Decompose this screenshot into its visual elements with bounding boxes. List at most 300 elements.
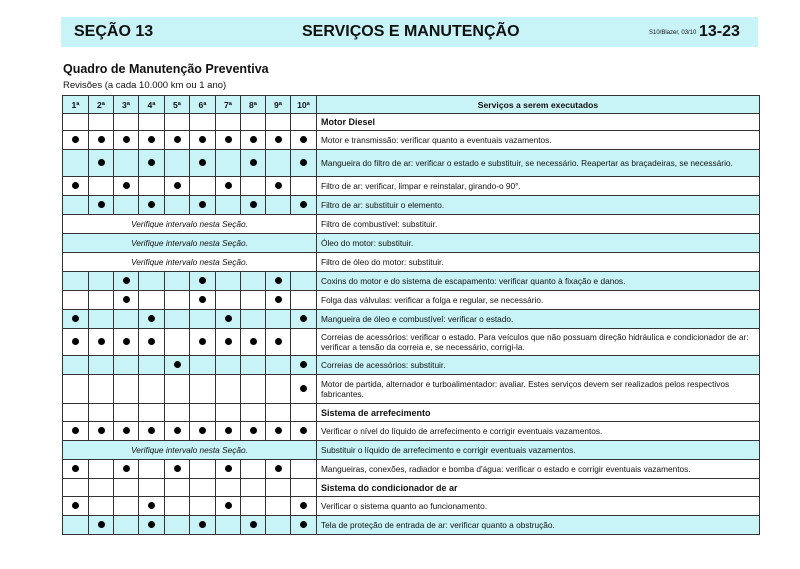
bullet-dot-icon xyxy=(300,201,307,208)
revision-header: 8ª xyxy=(241,96,266,114)
document-code: S10/Blazer, 03/10 xyxy=(649,30,697,36)
dot-cell xyxy=(63,460,89,479)
empty-cell xyxy=(216,150,241,177)
bullet-dot-icon xyxy=(250,521,257,528)
service-description: Filtro de óleo do motor: substituir. xyxy=(317,253,760,272)
bullet-dot-icon xyxy=(199,277,206,284)
dot-cell xyxy=(63,329,89,356)
empty-cell xyxy=(190,114,216,131)
dot-cell xyxy=(266,329,291,356)
empty-cell xyxy=(266,310,291,329)
empty-cell xyxy=(241,497,266,516)
bullet-dot-icon xyxy=(199,338,206,345)
bullet-dot-icon xyxy=(123,465,130,472)
dot-cell xyxy=(266,177,291,196)
dot-cell xyxy=(114,460,139,479)
service-description: Tela de proteção de entrada de ar: verificar quanto a obstrução. xyxy=(317,516,760,535)
dot-cell xyxy=(190,329,216,356)
bullet-dot-icon xyxy=(225,315,232,322)
dot-cell xyxy=(216,422,241,441)
table-row xyxy=(63,375,760,404)
dot-cell xyxy=(266,131,291,150)
service-description: Correias de acessórios: substituir. xyxy=(317,356,760,375)
empty-cell xyxy=(165,114,190,131)
empty-cell xyxy=(266,150,291,177)
empty-cell xyxy=(190,479,216,497)
empty-cell xyxy=(216,404,241,422)
dot-cell xyxy=(190,150,216,177)
empty-cell xyxy=(241,310,266,329)
empty-cell xyxy=(114,404,139,422)
interval-note: Verifique intervalo nesta Seção. xyxy=(63,215,317,234)
empty-cell xyxy=(63,150,89,177)
bullet-dot-icon xyxy=(250,159,257,166)
bullet-dot-icon xyxy=(275,338,282,345)
dot-cell xyxy=(241,422,266,441)
dot-cell xyxy=(89,196,114,215)
empty-cell xyxy=(291,479,317,497)
table-row xyxy=(63,215,760,234)
bullet-dot-icon xyxy=(72,502,79,509)
empty-cell xyxy=(89,497,114,516)
empty-cell xyxy=(216,516,241,535)
dot-cell xyxy=(89,422,114,441)
dot-cell xyxy=(190,131,216,150)
dot-cell xyxy=(114,329,139,356)
empty-cell xyxy=(165,497,190,516)
empty-cell xyxy=(190,404,216,422)
page-subtitle: Revisões (a cada 10.000 km ou 1 ano) xyxy=(63,80,227,91)
table-row xyxy=(63,441,760,460)
dot-cell xyxy=(190,272,216,291)
bullet-dot-icon xyxy=(148,521,155,528)
revision-header: 3ª xyxy=(114,96,139,114)
empty-cell xyxy=(63,356,89,375)
bullet-dot-icon xyxy=(199,201,206,208)
bullet-dot-icon xyxy=(275,136,282,143)
dot-cell xyxy=(114,177,139,196)
service-description: Óleo do motor: substituir. xyxy=(317,234,760,253)
empty-cell xyxy=(165,404,190,422)
bullet-dot-icon xyxy=(174,361,181,368)
maintenance-table xyxy=(62,95,760,535)
empty-cell xyxy=(139,460,165,479)
dot-cell xyxy=(63,177,89,196)
empty-cell xyxy=(266,356,291,375)
bullet-dot-icon xyxy=(225,427,232,434)
bullet-dot-icon xyxy=(72,182,79,189)
section-row xyxy=(63,479,760,497)
bullet-dot-icon xyxy=(98,427,105,434)
bullet-dot-icon xyxy=(225,502,232,509)
bullet-dot-icon xyxy=(300,136,307,143)
table-row xyxy=(63,422,760,441)
empty-cell xyxy=(89,375,114,404)
bullet-dot-icon xyxy=(72,465,79,472)
empty-cell xyxy=(89,114,114,131)
revision-header: 5ª xyxy=(165,96,190,114)
bullet-dot-icon xyxy=(174,136,181,143)
dot-cell xyxy=(291,422,317,441)
bullet-dot-icon xyxy=(300,385,307,392)
empty-cell xyxy=(139,114,165,131)
empty-cell xyxy=(139,356,165,375)
dot-cell xyxy=(190,516,216,535)
empty-cell xyxy=(165,291,190,310)
bullet-dot-icon xyxy=(225,136,232,143)
dot-cell xyxy=(63,310,89,329)
empty-cell xyxy=(165,479,190,497)
empty-cell xyxy=(89,479,114,497)
dot-cell xyxy=(291,375,317,404)
bullet-dot-icon xyxy=(250,338,257,345)
service-description: Verificar o nível do líquido de arrefecimento e corrigir eventuais vazamentos. xyxy=(317,422,760,441)
bullet-dot-icon xyxy=(148,159,155,166)
empty-cell xyxy=(89,291,114,310)
dot-cell xyxy=(114,291,139,310)
table-row xyxy=(63,497,760,516)
bullet-dot-icon xyxy=(275,427,282,434)
service-description: Mangueira de óleo e combustível: verificar o estado. xyxy=(317,310,760,329)
empty-cell xyxy=(139,291,165,310)
empty-cell xyxy=(63,291,89,310)
revision-header: 10ª xyxy=(291,96,317,114)
dot-cell xyxy=(139,516,165,535)
bullet-dot-icon xyxy=(275,277,282,284)
page-number: 13-23 xyxy=(699,23,740,40)
service-description: Coxins do motor e do sistema de escapamento: verificar quanto à fixação e danos. xyxy=(317,272,760,291)
bullet-dot-icon xyxy=(300,502,307,509)
dot-cell xyxy=(216,329,241,356)
empty-cell xyxy=(241,356,266,375)
dot-cell xyxy=(139,131,165,150)
dot-cell xyxy=(63,131,89,150)
dot-cell xyxy=(89,150,114,177)
empty-cell xyxy=(241,375,266,404)
bullet-dot-icon xyxy=(275,465,282,472)
empty-cell xyxy=(216,356,241,375)
section-row xyxy=(63,114,760,131)
empty-cell xyxy=(89,404,114,422)
empty-cell xyxy=(291,460,317,479)
empty-cell xyxy=(114,196,139,215)
bullet-dot-icon xyxy=(225,182,232,189)
empty-cell xyxy=(291,329,317,356)
table-row xyxy=(63,196,760,215)
table-row xyxy=(63,356,760,375)
bullet-dot-icon xyxy=(174,182,181,189)
bullet-dot-icon xyxy=(148,502,155,509)
dot-cell xyxy=(165,460,190,479)
dot-cell xyxy=(139,150,165,177)
empty-cell xyxy=(139,479,165,497)
table-row xyxy=(63,291,760,310)
empty-cell xyxy=(63,196,89,215)
service-description: Motor de partida, alternador e turboalimentador: avaliar. Estes serviços devem ser realizados pelos respectivos fabricantes. xyxy=(317,375,760,404)
dot-cell xyxy=(139,422,165,441)
bullet-dot-icon xyxy=(123,277,130,284)
bullet-dot-icon xyxy=(98,338,105,345)
dot-cell xyxy=(63,497,89,516)
dot-cell xyxy=(241,196,266,215)
dot-cell xyxy=(190,196,216,215)
dot-cell xyxy=(114,131,139,150)
dot-cell xyxy=(63,422,89,441)
service-description: Mangueiras, conexões, radiador e bomba d'água: verificar o estado e corrigir eventuais vazamentos. xyxy=(317,460,760,479)
dot-cell xyxy=(139,329,165,356)
bullet-dot-icon xyxy=(199,136,206,143)
empty-cell xyxy=(266,516,291,535)
empty-cell xyxy=(114,114,139,131)
dot-cell xyxy=(89,516,114,535)
empty-cell xyxy=(114,516,139,535)
empty-cell xyxy=(63,404,89,422)
dot-cell xyxy=(291,310,317,329)
empty-cell xyxy=(63,375,89,404)
empty-cell xyxy=(63,479,89,497)
bullet-dot-icon xyxy=(72,136,79,143)
dot-cell xyxy=(291,131,317,150)
bullet-dot-icon xyxy=(225,465,232,472)
revision-header: 4ª xyxy=(139,96,165,114)
revision-header: 1ª xyxy=(63,96,89,114)
empty-cell xyxy=(114,375,139,404)
empty-cell xyxy=(114,497,139,516)
interval-note: Verifique intervalo nesta Seção. xyxy=(63,253,317,272)
empty-cell xyxy=(190,356,216,375)
bullet-dot-icon xyxy=(72,427,79,434)
section-title: Motor Diesel xyxy=(317,114,760,131)
service-description: Substituir o líquido de arrefecimento e corrigir eventuais vazamentos. xyxy=(317,441,760,460)
bullet-dot-icon xyxy=(98,159,105,166)
table-row xyxy=(63,131,760,150)
service-description: Motor e transmissão: verificar quanto a eventuais vazamentos. xyxy=(317,131,760,150)
empty-cell xyxy=(291,272,317,291)
empty-cell xyxy=(190,177,216,196)
table-row xyxy=(63,177,760,196)
bullet-dot-icon xyxy=(148,427,155,434)
empty-cell xyxy=(139,272,165,291)
bullet-dot-icon xyxy=(72,315,79,322)
dot-cell xyxy=(266,291,291,310)
bullet-dot-icon xyxy=(123,338,130,345)
empty-cell xyxy=(241,479,266,497)
table-row xyxy=(63,234,760,253)
interval-note: Verifique intervalo nesta Seção. xyxy=(63,234,317,253)
empty-cell xyxy=(165,516,190,535)
table-row xyxy=(63,150,760,177)
empty-cell xyxy=(139,177,165,196)
empty-cell xyxy=(190,497,216,516)
dot-cell xyxy=(216,460,241,479)
bullet-dot-icon xyxy=(98,521,105,528)
table-row xyxy=(63,516,760,535)
section-title: Sistema de arrefecimento xyxy=(317,404,760,422)
dot-cell xyxy=(241,516,266,535)
empty-cell xyxy=(114,479,139,497)
bullet-dot-icon xyxy=(123,136,130,143)
dot-cell xyxy=(89,131,114,150)
dot-cell xyxy=(241,329,266,356)
empty-cell xyxy=(266,375,291,404)
bullet-dot-icon xyxy=(199,427,206,434)
dot-cell xyxy=(241,131,266,150)
dot-cell xyxy=(216,497,241,516)
bullet-dot-icon xyxy=(72,338,79,345)
empty-cell xyxy=(266,114,291,131)
revision-header: 9ª xyxy=(266,96,291,114)
empty-cell xyxy=(114,356,139,375)
empty-cell xyxy=(165,329,190,356)
dot-cell xyxy=(291,356,317,375)
dot-cell xyxy=(165,356,190,375)
empty-cell xyxy=(139,404,165,422)
empty-cell xyxy=(291,177,317,196)
table-body xyxy=(63,114,760,535)
empty-cell xyxy=(266,196,291,215)
empty-cell xyxy=(165,272,190,291)
dot-cell xyxy=(114,422,139,441)
dot-cell xyxy=(190,291,216,310)
empty-cell xyxy=(241,404,266,422)
service-description: Folga das válvulas: verificar a folga e regular, se necessário. xyxy=(317,291,760,310)
empty-cell xyxy=(241,177,266,196)
section-label: SEÇÃO 13 xyxy=(74,23,154,40)
bullet-dot-icon xyxy=(300,521,307,528)
bullet-dot-icon xyxy=(275,296,282,303)
dot-cell xyxy=(165,422,190,441)
bullet-dot-icon xyxy=(123,427,130,434)
dot-cell xyxy=(216,177,241,196)
empty-cell xyxy=(241,114,266,131)
dot-cell xyxy=(291,150,317,177)
empty-cell xyxy=(190,460,216,479)
bullet-dot-icon xyxy=(199,521,206,528)
dot-cell xyxy=(165,177,190,196)
bullet-dot-icon xyxy=(250,136,257,143)
table-row xyxy=(63,310,760,329)
dot-cell xyxy=(139,497,165,516)
empty-cell xyxy=(291,291,317,310)
dot-cell xyxy=(216,310,241,329)
service-description: Verificar o sistema quanto ao funcionamento. xyxy=(317,497,760,516)
bullet-dot-icon xyxy=(174,427,181,434)
bullet-dot-icon xyxy=(225,338,232,345)
empty-cell xyxy=(216,272,241,291)
bullet-dot-icon xyxy=(250,427,257,434)
bullet-dot-icon xyxy=(98,201,105,208)
page-title: Quadro de Manutenção Preventiva xyxy=(63,62,269,76)
dot-cell xyxy=(266,272,291,291)
empty-cell xyxy=(241,291,266,310)
service-description: Filtro de combustível: substituir. xyxy=(317,215,760,234)
bullet-dot-icon xyxy=(300,315,307,322)
bullet-dot-icon xyxy=(148,315,155,322)
dot-cell xyxy=(190,422,216,441)
dot-cell xyxy=(266,422,291,441)
table-row xyxy=(63,329,760,356)
empty-cell xyxy=(291,114,317,131)
dot-cell xyxy=(291,497,317,516)
services-header: Serviços a serem executados xyxy=(317,96,760,114)
dot-cell xyxy=(291,196,317,215)
bullet-dot-icon xyxy=(300,361,307,368)
empty-cell xyxy=(89,272,114,291)
empty-cell xyxy=(165,310,190,329)
dot-cell xyxy=(89,329,114,356)
empty-cell xyxy=(165,150,190,177)
empty-cell xyxy=(114,310,139,329)
empty-cell xyxy=(266,479,291,497)
bullet-dot-icon xyxy=(199,296,206,303)
empty-cell xyxy=(63,516,89,535)
empty-cell xyxy=(266,404,291,422)
empty-cell xyxy=(89,177,114,196)
empty-cell xyxy=(89,356,114,375)
page-header xyxy=(61,17,758,47)
interval-note: Verifique intervalo nesta Seção. xyxy=(63,441,317,460)
table-header-row xyxy=(63,96,760,114)
bullet-dot-icon xyxy=(199,159,206,166)
empty-cell xyxy=(216,375,241,404)
empty-cell xyxy=(241,272,266,291)
empty-cell xyxy=(63,114,89,131)
service-description: Filtro de ar: substituir o elemento. xyxy=(317,196,760,215)
service-description: Mangueira do filtro de ar: verificar o estado e substituir, se necessário. Reapertar as braçadeiras, se necessário. xyxy=(317,150,760,177)
bullet-dot-icon xyxy=(123,182,130,189)
table-row xyxy=(63,272,760,291)
dot-cell xyxy=(266,460,291,479)
section-title: Sistema do condicionador de ar xyxy=(317,479,760,497)
revision-header: 6ª xyxy=(190,96,216,114)
empty-cell xyxy=(139,375,165,404)
empty-cell xyxy=(216,196,241,215)
empty-cell xyxy=(165,375,190,404)
section-row xyxy=(63,404,760,422)
dot-cell xyxy=(139,310,165,329)
bullet-dot-icon xyxy=(148,136,155,143)
revision-header: 7ª xyxy=(216,96,241,114)
chapter-title: SERVIÇOS E MANUTENÇÃO xyxy=(302,23,520,40)
dot-cell xyxy=(114,272,139,291)
bullet-dot-icon xyxy=(250,201,257,208)
bullet-dot-icon xyxy=(174,465,181,472)
empty-cell xyxy=(266,497,291,516)
dot-cell xyxy=(241,150,266,177)
empty-cell xyxy=(216,479,241,497)
empty-cell xyxy=(190,375,216,404)
table-row xyxy=(63,253,760,272)
bullet-dot-icon xyxy=(300,159,307,166)
empty-cell xyxy=(216,114,241,131)
dot-cell xyxy=(139,196,165,215)
service-description: Filtro de ar: verificar, limpar e reinstalar, girando-o 90°. xyxy=(317,177,760,196)
dot-cell xyxy=(291,516,317,535)
empty-cell xyxy=(291,404,317,422)
bullet-dot-icon xyxy=(123,296,130,303)
empty-cell xyxy=(216,291,241,310)
empty-cell xyxy=(89,460,114,479)
dot-cell xyxy=(216,131,241,150)
bullet-dot-icon xyxy=(148,338,155,345)
empty-cell xyxy=(190,310,216,329)
bullet-dot-icon xyxy=(300,427,307,434)
empty-cell xyxy=(165,196,190,215)
bullet-dot-icon xyxy=(275,182,282,189)
table-row xyxy=(63,460,760,479)
bullet-dot-icon xyxy=(148,201,155,208)
empty-cell xyxy=(63,272,89,291)
